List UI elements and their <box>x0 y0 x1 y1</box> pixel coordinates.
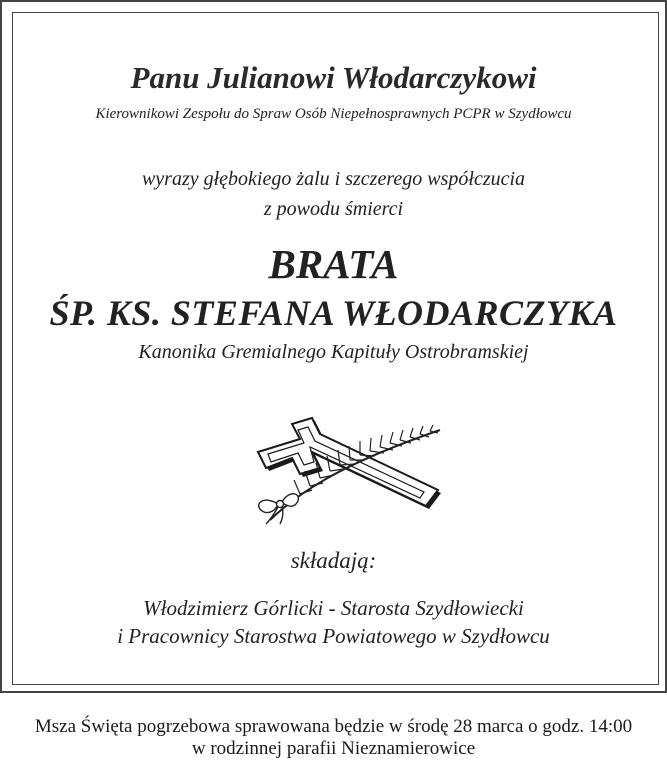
deceased-name: ŚP. KS. STEFANA WŁODARCZYKA <box>49 293 618 333</box>
recipient-title: Kierownikowi Zespołu do Spraw Osób Niepełnosprawnych PCPR w Szydłowcu <box>95 106 572 122</box>
condolence-text <box>2 164 665 224</box>
signers-list <box>2 594 665 650</box>
condolence-line-1: wyrazy głębokiego żalu i szczerego współczucia <box>141 168 526 190</box>
relation-heading: BRATA <box>268 241 399 287</box>
funeral-mass-info <box>0 716 667 760</box>
recipient-name: Panu Julianowi Włodarczykowi <box>130 60 537 95</box>
deceased-title: Kanonika Gremialnego Kapituły Ostrobramskiej <box>138 341 529 363</box>
cross-with-palm-branch-icon <box>240 416 450 526</box>
signers-label: składają: <box>290 548 377 573</box>
condolence-line-2: z powodu śmierci <box>263 198 404 220</box>
funeral-mass-line-2: w rodzinnej parafii Nieznamierowice <box>191 738 476 759</box>
funeral-mass-line-1: Msza Święta pogrzebowa sprawowana będzie w środę 28 marca o godz. 14:00 <box>34 716 633 737</box>
signer-line-2: i Pracownicy Starostwa Powiatowego w Szydłowcu <box>117 624 550 648</box>
signer-line-1: Włodzimierz Górlicki - Starosta Szydłowiecki <box>143 596 524 620</box>
